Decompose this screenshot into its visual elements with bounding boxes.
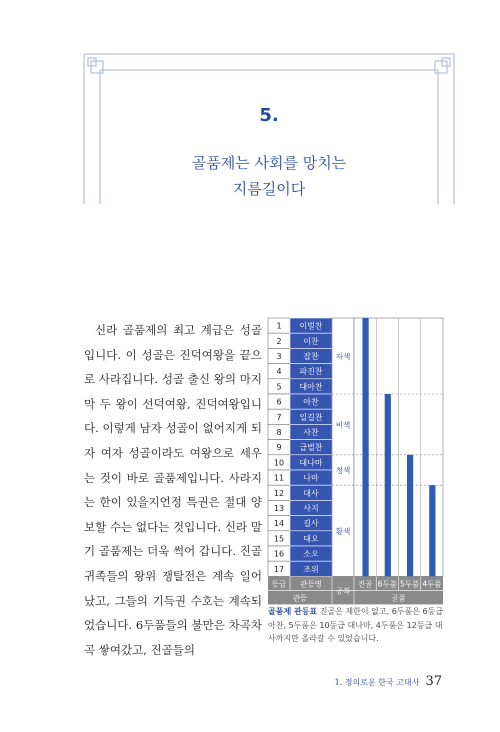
- rank-name: 대나마: [299, 458, 323, 468]
- rank-name: 사찬: [303, 428, 319, 437]
- header-uniform: 공복: [335, 586, 351, 596]
- series-label: 5두품: [399, 579, 420, 589]
- bone-rank-bar: [385, 394, 391, 576]
- group-label-bone: 골품: [391, 593, 406, 603]
- rank-number: 15: [273, 534, 285, 544]
- rank-name: 파진찬: [299, 367, 323, 377]
- rank-number: 16: [273, 549, 285, 559]
- rank-number: 3: [276, 352, 282, 361]
- page-footer: [335, 674, 442, 689]
- rank-number: 4: [276, 367, 282, 377]
- rank-number: 8: [276, 428, 282, 437]
- chapter-title-line2: 지름길이다: [232, 180, 306, 198]
- bone-rank-chart: [268, 318, 443, 603]
- footer-section: 1. 정의로운 한국 고대사: [334, 678, 420, 687]
- rank-number: 10: [273, 458, 285, 468]
- rank-name: 나마: [303, 473, 319, 483]
- uniform-color-label: 황색: [335, 526, 351, 536]
- caption-text: 진골은 제한이 없고, 6두품은 6등급 아찬, 5두품은 10등급 대나마, 4두품은 12등급 대사까지만 올라갈 수 있었습니다.: [268, 607, 444, 643]
- rank-number: 13: [273, 504, 285, 513]
- rank-name: 사지: [303, 504, 319, 513]
- rank-number: 7: [276, 412, 282, 422]
- bone-rank-bar: [407, 455, 413, 577]
- bone-rank-bar: [362, 318, 368, 576]
- rank-number: 1: [276, 321, 282, 331]
- group-label-office: 관등: [292, 593, 308, 603]
- bone-rank-bar: [429, 485, 435, 576]
- rank-number: 14: [273, 519, 285, 529]
- rank-number: 17: [273, 564, 285, 574]
- uniform-color-label: 자색: [335, 352, 351, 361]
- chapter-title-line1: 골품제는 사회를 망치는: [191, 154, 347, 172]
- caption-highlight: 골품제 관등표: [268, 607, 318, 616]
- rank-name: 일길찬: [299, 412, 323, 422]
- rank-number: 12: [273, 488, 285, 498]
- rank-name: 길사: [303, 519, 319, 529]
- rank-name: 대오: [303, 534, 319, 544]
- chapter-title: [84, 150, 454, 202]
- rank-name: 소오: [303, 549, 319, 559]
- chapter-number: 5.: [259, 105, 279, 126]
- rank-name: 대아찬: [299, 382, 323, 392]
- page-number: 37: [425, 674, 442, 689]
- series-label: 진골: [357, 579, 373, 589]
- uniform-color-label: 청색: [335, 466, 351, 475]
- chart-caption: [268, 605, 448, 646]
- rank-name: 대사: [303, 488, 319, 498]
- rank-number: 6: [276, 397, 282, 407]
- rank-name: 조위: [303, 564, 319, 574]
- body-paragraph: 신라 골품제의 최고 계급은 성골입니다. 이 성골은 진덕여왕을 끝으로 사라집니다. 성골 출신 왕의 마지막 두 왕이 선덕여왕, 진덕여왕입니다. 이렇게 남자 성골이 없어지게 되자 여자 성골이라도 여왕으로 세우는 것이 바로 골품제입니다. 사라지는 한이 있을지언정 특권은 절대 양보할 수는 없다는 것입니다. 신라 말기 골품제는 더욱 썩어 갑니다. 진골 귀족들의 왕위 쟁탈전은 계속 일어났고, 그들의 기득권 수호는 계속되었습니다. 6두품들의 불만은 차곡차곡 쌓여갔고, 진골들의: [84, 323, 262, 657]
- rank-name: 잡찬: [303, 352, 319, 361]
- rank-name: 이찬: [303, 336, 319, 346]
- header-office: 관등명: [300, 579, 322, 589]
- series-label: 6두품: [377, 579, 398, 589]
- rank-name: 아찬: [303, 397, 319, 407]
- rank-number: 5: [276, 382, 282, 392]
- rank-number: 2: [276, 336, 282, 346]
- rank-name: 급벌찬: [299, 443, 323, 453]
- header-rank: 등급: [271, 579, 287, 589]
- uniform-color-label: 비색: [335, 420, 351, 430]
- rank-number: 11: [273, 473, 285, 483]
- series-label: 4두품: [422, 579, 442, 589]
- rank-name: 이벌찬: [299, 321, 323, 331]
- rank-number: 9: [276, 443, 282, 453]
